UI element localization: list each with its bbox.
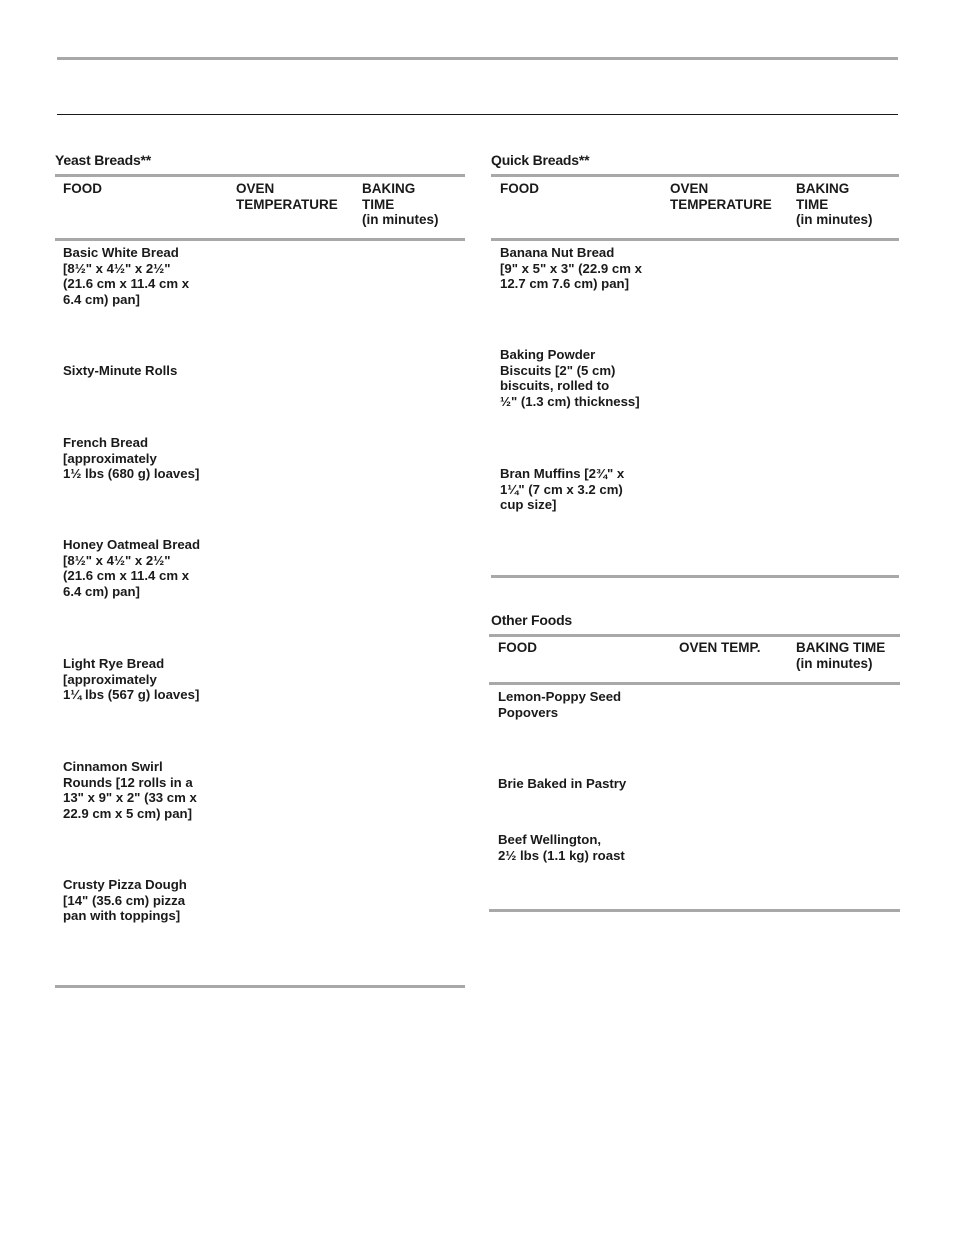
column-header-baking-time: BAKING TIME (in minutes) bbox=[796, 181, 873, 228]
column-header-food: FOOD bbox=[63, 181, 102, 196]
column-header-baking-time: BAKING TIME (in minutes) bbox=[796, 640, 886, 671]
header-bottom-rule bbox=[55, 238, 465, 241]
table-row: Honey Oatmeal Bread [8½" x 4½" x 2½" (21.6 cm x 11.4 cm x 6.4 cm) pan] bbox=[63, 537, 201, 599]
table-row: Cinnamon Swirl Rounds [12 rolls in a 13" x 9" x 2" (33 cm x 22.9 cm x 5 cm) pan] bbox=[63, 759, 197, 821]
section-title: Quick Breads** bbox=[491, 152, 590, 168]
yeast-breads-table bbox=[55, 150, 465, 990]
table-row: Baking Powder Biscuits [2" (5 cm) biscuits, rolled to ½" (1.3 cm) thickness] bbox=[500, 347, 640, 409]
other-foods-table bbox=[489, 610, 900, 915]
table-bottom-rule bbox=[55, 985, 465, 988]
table-row: Light Rye Bread [approximately 1¼ lbs (567 g) loaves] bbox=[63, 656, 200, 703]
column-header-oven-temp: OVEN TEMP. bbox=[679, 640, 761, 655]
table-row: Bran Muffins [2¾" x 1¼" (7 cm x 3.2 cm) cup size] bbox=[500, 466, 625, 513]
header-bottom-rule bbox=[489, 682, 900, 685]
header-rule bbox=[57, 114, 898, 115]
table-row: Sixty-Minute Rolls bbox=[63, 363, 178, 378]
table-row: Crusty Pizza Dough [14" (35.6 cm) pizza pan with toppings] bbox=[63, 877, 187, 924]
section-title: Other Foods bbox=[491, 612, 573, 628]
table-top-rule bbox=[55, 174, 465, 177]
table-row: Banana Nut Bread [9" x 5" x 3" (22.9 cm x 12.7 cm 7.6 cm) pan] bbox=[500, 245, 642, 292]
table-bottom-rule bbox=[491, 575, 899, 578]
top-rule bbox=[57, 57, 898, 60]
header-bottom-rule bbox=[491, 238, 899, 241]
column-header-baking-time: BAKING TIME (in minutes) bbox=[362, 181, 439, 228]
table-top-rule bbox=[489, 634, 900, 637]
quick-breads-table bbox=[491, 150, 899, 580]
table-row: Lemon-Poppy Seed Popovers bbox=[498, 689, 622, 720]
column-header-food: FOOD bbox=[500, 181, 539, 196]
table-top-rule bbox=[491, 174, 899, 177]
table-row: French Bread [approximately 1½ lbs (680 g) loaves] bbox=[63, 435, 200, 482]
table-row: Basic White Bread [8½" x 4½" x 2½" (21.6 cm x 11.4 cm x 6.4 cm) pan] bbox=[63, 245, 190, 307]
table-row: Beef Wellington, 2½ lbs (1.1 kg) roast bbox=[498, 832, 625, 863]
column-header-food: FOOD bbox=[498, 640, 537, 655]
section-title: Yeast Breads** bbox=[55, 152, 152, 168]
table-row: Brie Baked in Pastry bbox=[498, 776, 627, 791]
column-header-oven-temperature: OVEN TEMPERATURE bbox=[670, 181, 772, 212]
column-header-oven-temperature: OVEN TEMPERATURE bbox=[236, 181, 338, 212]
table-bottom-rule bbox=[489, 909, 900, 912]
